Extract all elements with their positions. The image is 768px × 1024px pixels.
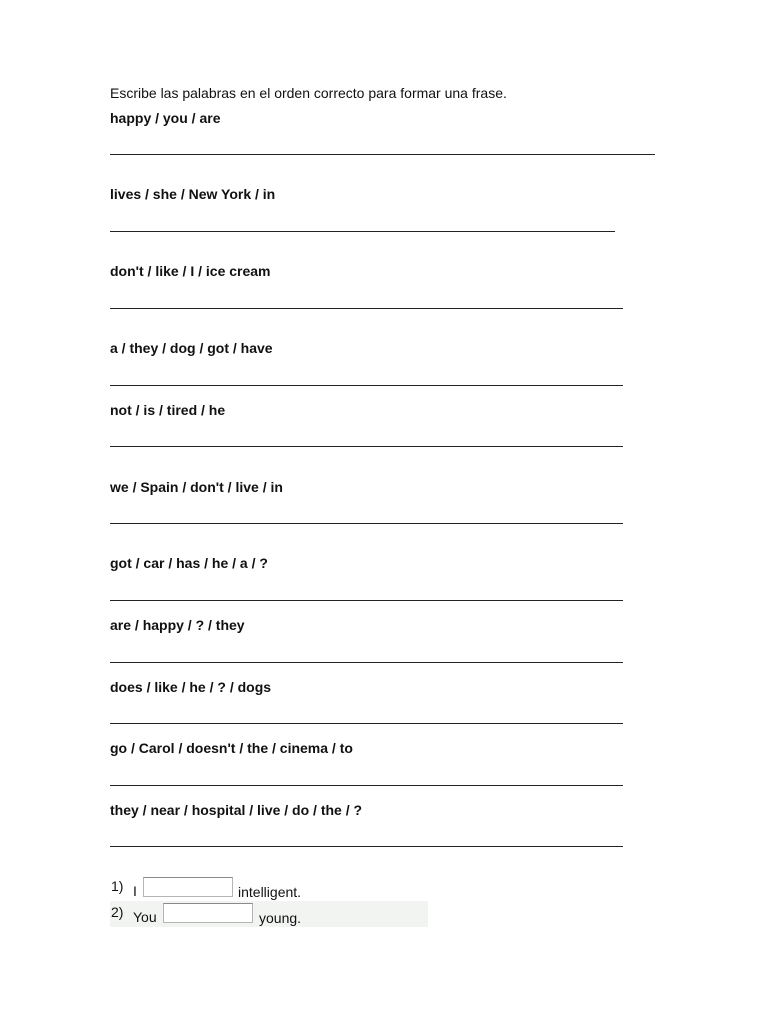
prompt-8: are / happy / ? / they: [110, 617, 245, 633]
exercise-subject-1: I: [133, 883, 137, 899]
prompt-11: they / near / hospital / live / do / the / ?: [110, 802, 363, 818]
answer-line-1: [110, 154, 655, 155]
prompt-7: got / car / has / he / a / ?: [110, 555, 268, 571]
answer-line-3: [110, 308, 623, 309]
answer-line-10: [110, 785, 623, 786]
answer-line-7: [110, 600, 623, 601]
answer-line-4: [110, 385, 623, 386]
prompt-6: we / Spain / don't / live / in: [110, 479, 283, 495]
prompt-9: does / like / he / ? / dogs: [110, 679, 272, 695]
exercise-number-2: 2): [111, 904, 124, 920]
exercise-rest-1: intelligent.: [238, 884, 302, 900]
prompt-1: happy / you / are: [110, 110, 221, 126]
exercise-rest-2: young.: [259, 910, 302, 926]
answer-line-2: [110, 231, 615, 232]
exercise-subject-2: You: [133, 909, 157, 925]
exercise-row-1: [110, 875, 428, 901]
prompt-2: lives / she / New York / in: [110, 186, 276, 202]
instruction-text: Escribe las palabras en el orden correcto para formar una frase.: [110, 85, 507, 101]
prompt-4: a / they / dog / got / have: [110, 340, 273, 356]
prompt-5: not / is / tired / he: [110, 402, 226, 418]
exercise-row-2: [110, 901, 428, 927]
answer-line-8: [110, 662, 623, 663]
answer-line-9: [110, 723, 623, 724]
answer-line-5: [110, 446, 623, 447]
prompt-3: don't / like / I / ice cream: [110, 263, 271, 279]
answer-line-11: [110, 846, 623, 847]
prompt-10: go / Carol / doesn't / the / cinema / to: [110, 740, 353, 756]
exercise-answer-input-1[interactable]: [143, 877, 233, 897]
exercise-answer-input-2[interactable]: [163, 903, 253, 923]
exercise-number-1: 1): [111, 878, 124, 894]
answer-line-6: [110, 523, 623, 524]
